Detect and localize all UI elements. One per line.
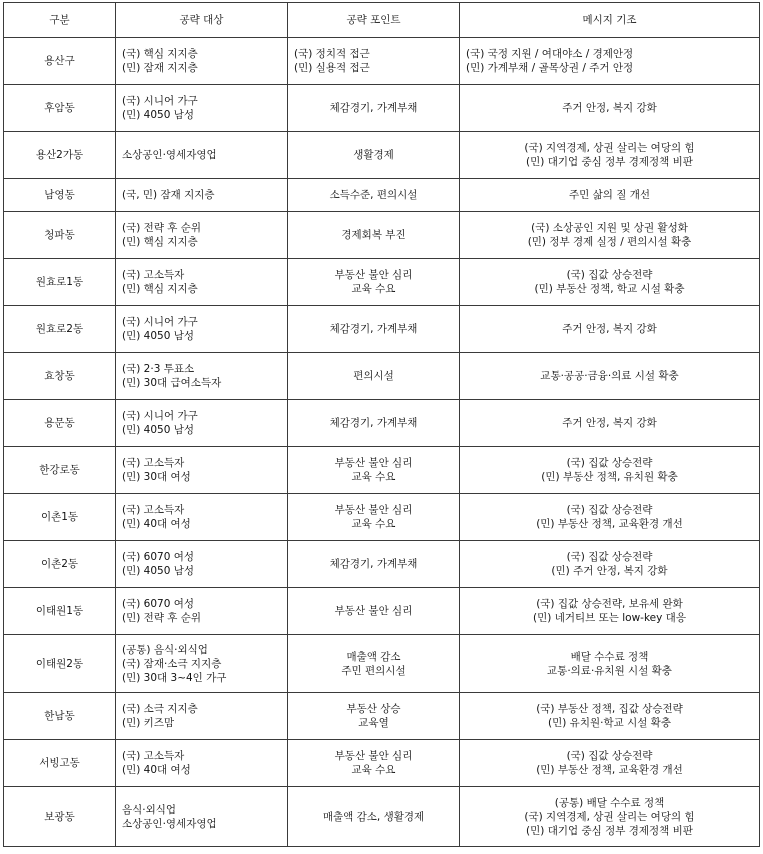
cell-target-line: (민) 4050 남성 bbox=[122, 109, 195, 121]
cell-message-line: (민) 대기업 중심 정부 경제정책 비판 bbox=[526, 156, 693, 168]
cell-point bbox=[288, 38, 460, 85]
cell-area: 용산2가동 bbox=[4, 132, 116, 179]
cell-area: 용산구 bbox=[4, 38, 116, 85]
cell-message-line: (국) 집값 상승전략 bbox=[566, 750, 653, 762]
cell-point-line: 교육 수요 bbox=[351, 764, 396, 776]
cell-message-line: (국) 집값 상승전략, 보유세 완화 bbox=[536, 598, 683, 610]
table-row bbox=[4, 447, 760, 494]
table-row bbox=[4, 787, 760, 847]
cell-point-line: (국) 정치적 접근 bbox=[294, 48, 370, 60]
cell-target-line: (국) 고소득자 bbox=[122, 750, 185, 762]
cell-area: 원효로2동 bbox=[4, 306, 116, 353]
cell-target bbox=[116, 693, 288, 740]
cell-message-line: (국) 집값 상승전략 bbox=[566, 551, 653, 563]
cell-message bbox=[460, 787, 760, 847]
cell-target-line: (민) 잠재 지지층 bbox=[122, 62, 198, 74]
cell-target bbox=[116, 447, 288, 494]
table-row bbox=[4, 588, 760, 635]
cell-message bbox=[460, 85, 760, 132]
cell-target-line: (민) 키즈맘 bbox=[122, 717, 175, 729]
cell-point-line: 부동산 불안 심리 bbox=[334, 504, 413, 516]
cell-point bbox=[288, 353, 460, 400]
cell-message bbox=[460, 400, 760, 447]
cell-message-line: 배달 수수료 정책 bbox=[570, 650, 649, 663]
cell-message-line: (국) 집값 상승전략 bbox=[566, 504, 653, 516]
table-row bbox=[4, 38, 760, 85]
cell-target-line: 음식·외식업 bbox=[122, 803, 177, 816]
cell-message-line: (국) 지역경제, 상권 살리는 여당의 힘 bbox=[524, 142, 695, 154]
cell-message bbox=[460, 353, 760, 400]
cell-point-line: 부동산 불안 심리 bbox=[334, 269, 413, 281]
cell-area: 보광동 bbox=[4, 787, 116, 847]
cell-message-line: (국) 소상공인 지원 및 상권 활성화 bbox=[531, 222, 688, 234]
cell-point bbox=[288, 693, 460, 740]
cell-point-line: 매출액 감소 bbox=[346, 650, 401, 663]
cell-point-line: 부동산 상승 bbox=[346, 703, 401, 715]
cell-message bbox=[460, 259, 760, 306]
table-row bbox=[4, 541, 760, 588]
cell-target-line: (국) 소극 지지층 bbox=[122, 703, 198, 715]
cell-point-line: 생활경제 bbox=[353, 149, 394, 161]
cell-message bbox=[460, 447, 760, 494]
cell-area: 후암동 bbox=[4, 85, 116, 132]
cell-message-line: (민) 부동산 정책, 유치원 확충 bbox=[541, 471, 678, 483]
cell-target-line: (민) 4050 남성 bbox=[122, 565, 195, 577]
cell-target-line: (민) 4050 남성 bbox=[122, 424, 195, 436]
cell-target-line: 소상공인·영세자영업 bbox=[122, 149, 217, 161]
cell-target bbox=[116, 740, 288, 787]
cell-message-line: (국) 집값 상승전략 bbox=[566, 457, 653, 469]
table-row bbox=[4, 400, 760, 447]
strategy-table bbox=[3, 2, 760, 847]
table-row bbox=[4, 132, 760, 179]
table-header-row bbox=[4, 3, 760, 38]
cell-point-line: 매출액 감소, 생활경제 bbox=[322, 810, 425, 823]
cell-point bbox=[288, 259, 460, 306]
cell-target-line: (국) 시니어 가구 bbox=[122, 410, 198, 422]
cell-message-line: (국) 국정 지원 / 여대야소 / 경제안정 bbox=[466, 48, 634, 60]
table-row bbox=[4, 353, 760, 400]
cell-point-line: 편의시설 bbox=[353, 370, 394, 382]
table-row bbox=[4, 635, 760, 693]
table-row bbox=[4, 494, 760, 541]
cell-point-line: 부동산 불안 심리 bbox=[334, 750, 413, 762]
cell-message-line: (공통) 배달 수수료 정책 bbox=[554, 796, 665, 809]
cell-message-line: (민) 정부 경제 실정 / 편의시설 확충 bbox=[527, 236, 692, 248]
cell-message bbox=[460, 132, 760, 179]
cell-target-line: (민) 핵심 지지층 bbox=[122, 283, 198, 295]
cell-point bbox=[288, 212, 460, 259]
cell-message bbox=[460, 635, 760, 693]
cell-point-line: 교육 수요 bbox=[351, 518, 396, 530]
cell-point bbox=[288, 400, 460, 447]
cell-message bbox=[460, 179, 760, 212]
cell-message-line: 주거 안정, 복지 강화 bbox=[562, 323, 657, 335]
cell-message-line: (민) 부동산 정책, 학교 시설 확충 bbox=[534, 283, 685, 295]
cell-target-line: (국) 핵심 지지층 bbox=[122, 48, 198, 60]
cell-message-line: (민) 주거 안정, 복지 강화 bbox=[551, 565, 668, 577]
cell-message-line: 교통·의료·유치원 시설 확충 bbox=[547, 664, 672, 677]
cell-message-line: (민) 부동산 정책, 교육환경 개선 bbox=[536, 764, 683, 776]
cell-target bbox=[116, 259, 288, 306]
cell-target bbox=[116, 400, 288, 447]
cell-message-line: (민) 네거티브 또는 low-key 대응 bbox=[533, 612, 686, 624]
cell-message bbox=[460, 588, 760, 635]
table-row bbox=[4, 306, 760, 353]
cell-point-line: 체감경기, 가계부채 bbox=[329, 323, 418, 335]
cell-point-line: 교육 수요 bbox=[351, 283, 396, 295]
cell-target-line: (국) 2·3 투표소 bbox=[122, 363, 195, 375]
cell-message bbox=[460, 306, 760, 353]
cell-point-line: 소득수준, 편의시설 bbox=[329, 189, 418, 201]
cell-target-line: (국) 시니어 가구 bbox=[122, 95, 198, 107]
cell-area: 이태원2동 bbox=[4, 635, 116, 693]
cell-area: 청파동 bbox=[4, 212, 116, 259]
cell-target bbox=[116, 132, 288, 179]
cell-message-line: 주거 안정, 복지 강화 bbox=[562, 102, 657, 114]
cell-point-line: 교육열 bbox=[358, 717, 389, 729]
cell-area: 원효로1동 bbox=[4, 259, 116, 306]
cell-area: 이촌2동 bbox=[4, 541, 116, 588]
cell-message-line: (민) 가계부채 / 골목상권 / 주거 안정 bbox=[466, 62, 634, 74]
cell-target-line: (국) 6070 여성 bbox=[122, 598, 195, 610]
cell-target-line: (공통) 음식·외식업 bbox=[122, 643, 208, 656]
cell-message-line: 교통·공공·금융·의료 시설 확충 bbox=[540, 370, 679, 382]
cell-point-line: 부동산 불안 심리 bbox=[334, 457, 413, 469]
cell-area: 한강로동 bbox=[4, 447, 116, 494]
cell-point-line: 교육 수요 bbox=[351, 471, 396, 483]
cell-point bbox=[288, 787, 460, 847]
header-area: 구분 bbox=[4, 3, 116, 38]
cell-target-line: (국) 고소득자 bbox=[122, 457, 185, 469]
cell-message-line: 주거 안정, 복지 강화 bbox=[562, 417, 657, 429]
cell-target-line: (민) 전략 후 순위 bbox=[122, 612, 202, 624]
cell-target-line: (국) 고소득자 bbox=[122, 269, 185, 281]
cell-point-line: 경제회복 부진 bbox=[341, 229, 406, 241]
cell-target-line: 소상공인·영세자영업 bbox=[122, 817, 217, 830]
cell-message-line: 주민 삶의 질 개선 bbox=[568, 189, 650, 201]
cell-target-line: (민) 40대 여성 bbox=[122, 764, 191, 776]
cell-target-line: (국) 6070 여성 bbox=[122, 551, 195, 563]
header-point: 공략 포인트 bbox=[288, 3, 460, 38]
cell-target-line: (민) 30대 3~4인 가구 bbox=[122, 671, 227, 684]
cell-message-line: (민) 부동산 정책, 교육환경 개선 bbox=[536, 518, 683, 530]
cell-point-line: 체감경기, 가계부채 bbox=[329, 417, 418, 429]
table-row bbox=[4, 212, 760, 259]
cell-area: 효창동 bbox=[4, 353, 116, 400]
table-row bbox=[4, 259, 760, 306]
cell-point bbox=[288, 447, 460, 494]
cell-target bbox=[116, 353, 288, 400]
cell-message bbox=[460, 38, 760, 85]
header-message: 메시지 기조 bbox=[460, 3, 760, 38]
cell-target-line: (민) 30대 여성 bbox=[122, 471, 191, 483]
cell-message bbox=[460, 740, 760, 787]
cell-message bbox=[460, 693, 760, 740]
cell-target bbox=[116, 588, 288, 635]
cell-target bbox=[116, 306, 288, 353]
cell-message-line: (민) 대기업 중심 정부 경제정책 비판 bbox=[526, 824, 693, 837]
cell-target-line: (국) 잠재·소극 지지층 bbox=[122, 657, 222, 670]
cell-point bbox=[288, 132, 460, 179]
table-body bbox=[4, 38, 760, 847]
cell-area: 한남동 bbox=[4, 693, 116, 740]
cell-target-line: (국, 민) 잠재 지지층 bbox=[122, 189, 215, 201]
cell-point bbox=[288, 306, 460, 353]
cell-point bbox=[288, 85, 460, 132]
cell-area: 서빙고동 bbox=[4, 740, 116, 787]
cell-area: 이촌1동 bbox=[4, 494, 116, 541]
cell-point-line: 체감경기, 가계부채 bbox=[329, 102, 418, 114]
cell-message-line: (민) 유치원·학교 시설 확충 bbox=[548, 717, 671, 729]
cell-target bbox=[116, 179, 288, 212]
cell-message bbox=[460, 494, 760, 541]
cell-point-line: 부동산 불안 심리 bbox=[334, 605, 413, 617]
cell-message-line: (국) 부동산 정책, 집값 상승전략 bbox=[536, 703, 683, 715]
cell-area: 이태원1동 bbox=[4, 588, 116, 635]
cell-target bbox=[116, 38, 288, 85]
cell-message-line: (국) 지역경제, 상권 살리는 여당의 힘 bbox=[524, 810, 695, 823]
cell-target-line: (민) 40대 여성 bbox=[122, 518, 191, 530]
cell-point bbox=[288, 179, 460, 212]
cell-target bbox=[116, 635, 288, 693]
cell-target-line: (국) 고소득자 bbox=[122, 504, 185, 516]
cell-target bbox=[116, 494, 288, 541]
cell-area: 남영동 bbox=[4, 179, 116, 212]
cell-target bbox=[116, 787, 288, 847]
cell-target bbox=[116, 541, 288, 588]
cell-message bbox=[460, 212, 760, 259]
table-row bbox=[4, 85, 760, 132]
cell-target bbox=[116, 85, 288, 132]
cell-point-line: (민) 실용적 접근 bbox=[294, 62, 370, 74]
cell-target-line: (민) 4050 남성 bbox=[122, 330, 195, 342]
cell-point-line: 체감경기, 가계부채 bbox=[329, 558, 418, 570]
cell-point bbox=[288, 588, 460, 635]
table-row bbox=[4, 693, 760, 740]
cell-target-line: (국) 시니어 가구 bbox=[122, 316, 198, 328]
table-row bbox=[4, 740, 760, 787]
cell-target-line: (민) 30대 급여소득자 bbox=[122, 377, 222, 389]
cell-point bbox=[288, 541, 460, 588]
cell-point bbox=[288, 635, 460, 693]
cell-message bbox=[460, 541, 760, 588]
header-target: 공략 대상 bbox=[116, 3, 288, 38]
cell-area: 용문동 bbox=[4, 400, 116, 447]
cell-target-line: (국) 전략 후 순위 bbox=[122, 222, 202, 234]
table-row bbox=[4, 179, 760, 212]
cell-target-line: (민) 핵심 지지층 bbox=[122, 236, 198, 248]
cell-point-line: 주민 편의시설 bbox=[341, 664, 406, 677]
cell-target bbox=[116, 212, 288, 259]
cell-point bbox=[288, 740, 460, 787]
cell-point bbox=[288, 494, 460, 541]
cell-message-line: (국) 집값 상승전략 bbox=[566, 269, 653, 281]
